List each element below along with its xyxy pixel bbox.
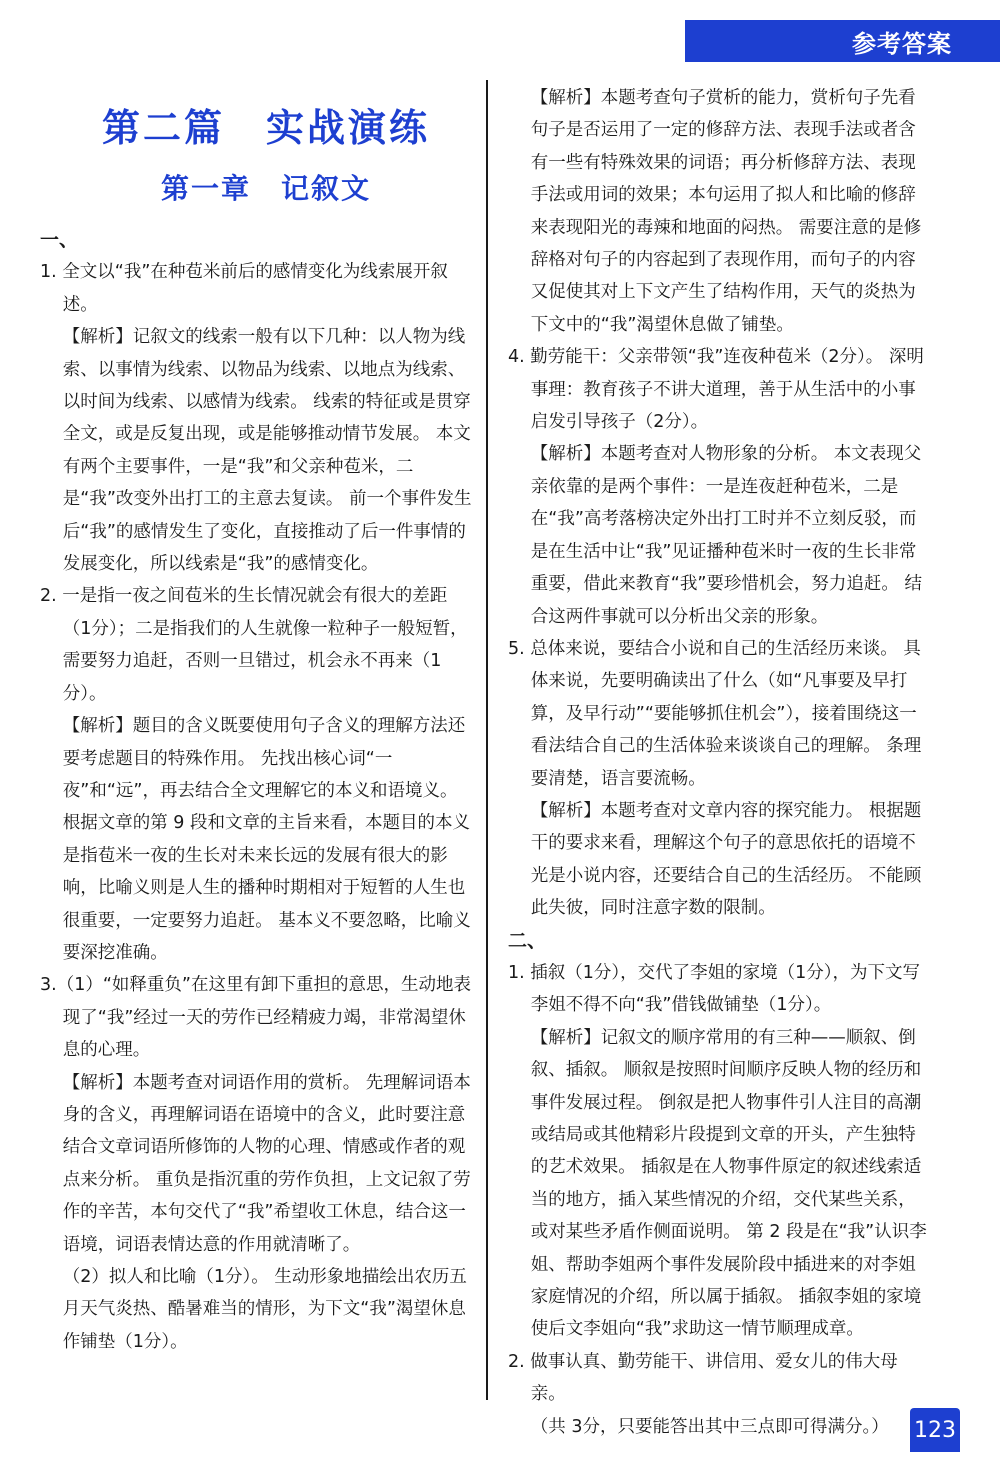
section2-answer-1: 1. 插叙（1分），交代了李姐的家境（1分），为下文写李姐不得不向“我”借钱做铺垫（1分）。 [508, 962, 921, 1016]
answer-key-tab [685, 20, 1000, 62]
page-number-text: 123 [914, 1417, 956, 1443]
analysis-1: 【解析】记叙文的线索一般有以下几种：以人物为线索、以事情为线索、以物品为线索、以地点为线索、以时间为线索、以感情为线索。 线索的特征或是贯穿全文，或是反复出现，或是能够推动情节发展。 本文有两个主要事件，一是“我”和父亲种苞米，二是“我”改变外出打工的主意去复读。 前一个事件发生后“我”的感情发生了变化，直接推动了后一件事情的发展变化，所以线索是“我”的感情变化。 [62, 327, 472, 575]
section2-answer-2: 2. 做事认真、勤劳能干、讲信用、爱女儿的伟大母亲。 [508, 1351, 898, 1405]
analysis-5: 【解析】本题考查对文章内容的探究能力。 根据题干的要求来看，理解这个句子的意思依托的语境不光是小说内容，还要结合自己的生活经历。 不能顾此失彼，同时注意字数的限制。 [530, 800, 922, 919]
page-number [910, 1408, 960, 1452]
analysis-4: 【解析】本题考查对人物形象的分析。 本文表现父亲依靠的是两个事件：一是连夜赶种苞米，二是在“我”高考落榜决定外出打工时并不立刻反驳，而是在生活中让“我”见证播种苞米时一夜的生长非常重要，借此来教育“我”要珍惜机会，努力追赶。 结合这两件事就可以分析出父亲的形象。 [530, 444, 922, 627]
section2-answer-2-note: （共 3分，只要能答出其中三点即可得满分。） [530, 1416, 889, 1437]
answer-3-2: （2）拟人和比喻（1分）。 生动形象地描绘出农历五月天气炎热、酷暑难当的情形，为下文“我”渴望休息作铺垫（1分）。 [62, 1267, 467, 1352]
answer-1: 1. 全文以“我”在种苞米前后的感情变化为线索展开叙述。 [40, 262, 448, 315]
section-one-heading: 一、 [40, 229, 79, 251]
answer-4: 4. 勤劳能干：父亲带领“我”连夜种苞米（2分）。 深明事理：教育孩子不讲大道理，善于从生活中的小事启发引导孩子（2分）。 [508, 347, 924, 433]
analysis-3-1: 【解析】本题考查对词语作用的赏析。 先理解词语本身的含义，再理解词语在语境中的含义，此时要注意结合文章词语所修饰的人物的心理、情感或作者的观点来分析。 重负是指沉重的劳作负担，上文记叙了劳作的辛苦，本句交代了“我”希望收工休息，结合这一语境，词语表情达意的作用就清晰了。 [62, 1072, 471, 1255]
analysis-3-2: 【解析】本题考查句子赏析的能力，赏析句子先看句子是否运用了一定的修辞方法、表现手法或者含有一些有特殊效果的词语；再分析修辞方法、表现手法或用词的效果；本句运用了拟人和比喻的修辞来表现阳光的毒辣和地面的闷热。 需要注意的是修辞格对句子的内容起到了表现作用，而句子的内容又促使其对上下文产生了结构作用，天气的炎热为下文中的“我”渴望休息做了铺垫。 [530, 88, 922, 335]
right-column [508, 82, 928, 1443]
section-two-heading: 二、 [508, 929, 547, 952]
left-column [40, 100, 472, 1358]
column-divider [486, 80, 488, 1400]
section2-analysis-1: 【解析】记叙文的顺序常用的有三种——顺叙、倒叙、插叙。 顺叙是按照时间顺序反映人物的经历和事件发展过程。 倒叙是把人物事件引人注目的高潮或结局或其他精彩片段提到文章的开头，产生独特的艺术效果。 插叙是在人物事件原定的叙述线索适当的地方，插入某些情况的介绍，交代某些关系，或对某些矛盾作侧面说明。 第 2 段是在“我”认识李姐、帮助李姐两个事件发展阶段中插进来的对李姐家庭情况的介绍，所以属于插叙。 插叙李姐的家境使后文李姐向“我”求助这一情节顺理成章。 [530, 1027, 927, 1340]
chapter-title: 第一章 记叙文 [160, 172, 371, 205]
part-title: 第二篇 实战演练 [101, 106, 430, 150]
answer-3-1: 3.（1）“如释重负”在这里有卸下重担的意思，生动地表现了“我”经过一天的劳作已经精疲力竭，非常渴望休息的心理。 [40, 975, 471, 1061]
answer-key-label: 参考答案 [852, 29, 952, 58]
answer-2: 2. 一是指一夜之间苞米的生长情况就会有很大的差距（1分）；二是指我们的人生就像一粒种子一般短暂，需要努力追赶，否则一旦错过，机会永不再来（1分）。 [40, 586, 468, 704]
answer-5: 5. 总体来说，要结合小说和自己的生活经历来谈。 具体来说，先要明确读出了什么（如“凡事要及早打算，及早行动”“要能够抓住机会”），接着围绕这一看法结合自己的生活体验来谈谈自己的理解。 条理要清楚，语言要流畅。 [508, 638, 922, 789]
analysis-2: 【解析】题目的含义既要使用句子含义的理解方法还要考虑题目的特殊作用。 先找出核心词“一夜”和“远”，再去结合全文理解它的本义和语境义。 根据文章的第 9 段和文章的主旨来看，本题目的本义是指苞米一夜的生长对未来长远的发展有很大的影响，比喻义则是人生的播种时期相对于短暂的人生也很重要，一定要努力追赶。 基本义不要忽略，比喻义要深挖准确。 [62, 716, 471, 963]
